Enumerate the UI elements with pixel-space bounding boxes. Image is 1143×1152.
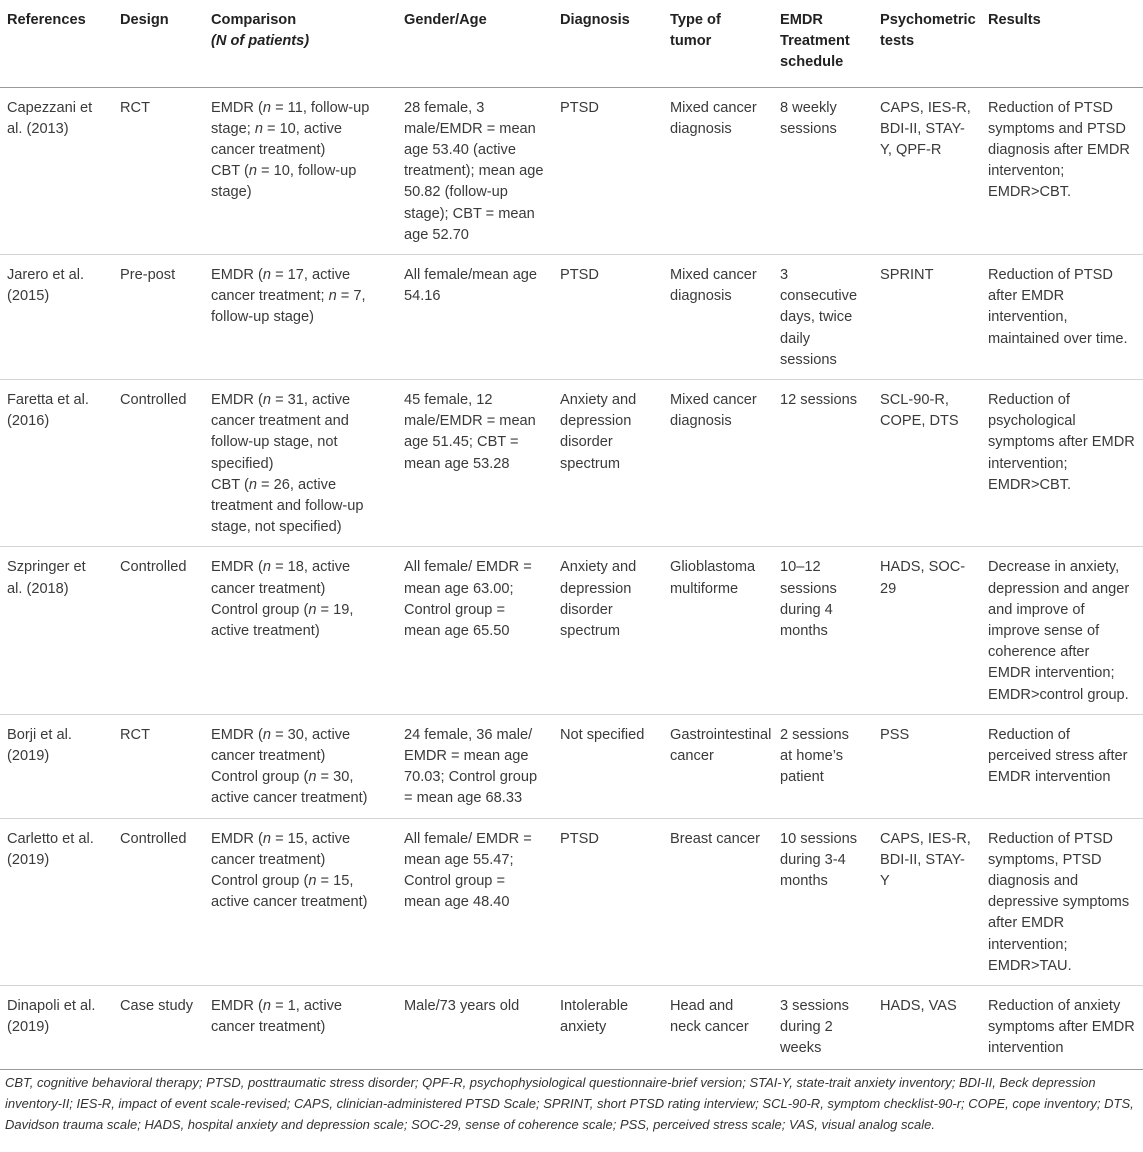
cell-comparison: EMDR (n = 1, active cancer treatment) <box>204 986 397 1070</box>
cell-results: Reduction of PTSD symptoms and PTSD diagnosis after EMDR interventon; EMDR>CBT. <box>988 99 1130 201</box>
cell-diagnosis: PTSD <box>553 254 663 379</box>
header-emdr-schedule: EMDR Treatment schedule <box>773 0 873 87</box>
cell-gender-age: All female/mean age 54.16 <box>397 254 553 379</box>
cell-diagnosis: Anxiety and depression disorder spectrum <box>553 379 663 546</box>
cell-diagnosis: Anxiety and depression disorder spectrum <box>553 547 663 714</box>
cell-tumor: Breast cancer <box>663 818 773 985</box>
cell-design: RCT <box>120 99 150 116</box>
cell-design: Controlled <box>113 379 204 546</box>
table-row <box>0 379 1143 546</box>
header-diagnosis: Diagnosis <box>553 0 663 87</box>
cell-references: Faretta et al. (2016) <box>0 379 113 546</box>
cell-gender-age: 24 female, 36 male/ EMDR = mean age 70.03; Control group = mean age 68.33 <box>397 714 553 818</box>
cell-gender-age: 45 female, 12 male/EMDR = mean age 51.45; CBT = mean age 53.28 <box>397 379 553 546</box>
table-body <box>0 87 1143 1069</box>
cell-tumor: Gastrointestinal cancer <box>663 714 773 818</box>
sample-size-symbol: n <box>248 163 257 180</box>
sample-size-symbol: n <box>262 726 272 743</box>
cell-design: Controlled <box>113 547 204 714</box>
sample-size-symbol: n <box>248 476 257 493</box>
cell-results: Reduction of perceived stress after EMDR intervention <box>981 714 1143 818</box>
cell-psychometric-tests: CAPS, IES-R, BDI-II, STAY-Y <box>873 818 981 985</box>
cell-references: Capezzani et al. (2013) <box>7 99 93 137</box>
cell-comparison: EMDR (n = 30, active cancer treatment) Control group (n = 30, active cancer treatment) <box>204 714 397 818</box>
cell-design: Case study <box>113 986 204 1070</box>
cell-results: Reduction of anxiety symptoms after EMDR intervention <box>981 986 1143 1070</box>
cell-design: Pre-post <box>113 254 204 379</box>
cell-diagnosis: Not specified <box>553 714 663 818</box>
cell-diagnosis: PTSD <box>560 99 599 116</box>
cell-emdr-schedule: 3 sessions during 2 weeks <box>773 986 873 1070</box>
cell-diagnosis: Intolerable anxiety <box>553 986 663 1070</box>
table-footnote: CBT, cognitive behavioral therapy; PTSD, posttraumatic stress disorder; QPF-R, psychophysiological questionnaire-brief version; STAI-Y, state-trait anxiety inventory; BDI-II, Beck depression inventory-II; IES-R, impact of event scale-revised; CAPS, clinician-administered PTSD Scale; SPRINT, short PTSD rating interview; SCL-90-R, symptom checklist-90-r; COPE, cope inventory; DTS, Davidson trauma scale; HADS, hospital anxiety and depression scale; SOC-29, sense of coherence scale; PSS, perceived stress scale; VAS, visual analog scale. <box>5 1075 1134 1132</box>
sample-size-symbol: n <box>262 559 272 576</box>
cell-psychometric-tests: CAPS, IES-R, BDI-II, STAY-Y, QPF-R <box>880 99 971 158</box>
cell-design: Controlled <box>113 818 204 985</box>
sample-size-symbol: n <box>308 601 317 618</box>
cell-emdr-schedule: 3 consecutive days, twice daily sessions <box>773 254 873 379</box>
cell-gender-age: Male/73 years old <box>397 986 553 1070</box>
cell-emdr-schedule: 8 weekly sessions <box>780 99 837 137</box>
cell-tumor: Mixed cancer diagnosis <box>663 379 773 546</box>
cell-emdr-schedule: 12 sessions <box>773 379 873 546</box>
cell-references: Borji et al. (2019) <box>0 714 113 818</box>
cell-comparison: EMDR (n = 31, active cancer treatment and follow-up stage, not specified) CBT (n = 26, active treatment and follow-up stage, not specified) <box>204 379 397 546</box>
cell-emdr-schedule: 10 sessions during 3-4 months <box>773 818 873 985</box>
cell-references: Szpringer et al. (2018) <box>0 547 113 714</box>
header-references: References <box>0 0 113 87</box>
sample-size-symbol: n <box>262 830 272 847</box>
cell-references: Jarero et al. (2015) <box>0 254 113 379</box>
table-row <box>0 986 1143 1070</box>
cell-diagnosis: PTSD <box>553 818 663 985</box>
cell-gender-age: 28 female, 3 male/EMDR = mean age 53.40 (active treatment); mean age 50.82 (follow-up stage); CBT = mean age 52.70 <box>404 99 544 243</box>
table-row <box>0 87 1143 254</box>
cell-comparison: EMDR (n = 18, active cancer treatment) Control group (n = 19, active treatment) <box>204 547 397 714</box>
sample-size-symbol: n <box>262 998 272 1015</box>
cell-psychometric-tests: SCL-90-R, COPE, DTS <box>873 379 981 546</box>
cell-results: Reduction of PTSD symptoms, PTSD diagnosis and depressive symptoms after EMDR intervention; EMDR>TAU. <box>981 818 1143 985</box>
header-tumor: Type of tumor <box>663 0 773 87</box>
sample-size-symbol: n <box>308 873 317 889</box>
table-header <box>0 0 1143 87</box>
sample-size-symbol: n <box>262 391 272 408</box>
sample-size-symbol: n <box>308 769 317 786</box>
cell-results: Reduction of psychological symptoms after EMDR intervention; EMDR>CBT. <box>981 379 1143 546</box>
sample-size-symbol: n <box>262 266 272 283</box>
header-gender-age: Gender/Age <box>397 0 553 87</box>
header-comparison-label: Comparison <box>211 12 297 28</box>
table-row <box>0 547 1143 714</box>
sample-size-symbol: n <box>262 99 272 116</box>
cell-psychometric-tests: SPRINT <box>873 254 981 379</box>
header-comparison <box>204 0 397 87</box>
cell-psychometric-tests: HADS, SOC-29 <box>873 547 981 714</box>
table-row <box>0 818 1143 985</box>
cell-psychometric-tests: HADS, VAS <box>873 986 981 1070</box>
cell-emdr-schedule: 10–12 sessions during 4 months <box>773 547 873 714</box>
header-row <box>0 0 1143 87</box>
cell-comparison: EMDR (n = 15, active cancer treatment) Control group (n = 15, active cancer treatment) <box>204 818 397 985</box>
cell-references: Carletto et al. (2019) <box>0 818 113 985</box>
cell-tumor: Head and neck cancer <box>663 986 773 1070</box>
cell-references: Dinapoli et al. (2019) <box>0 986 113 1070</box>
cell-comparison: EMDR (n = 17, active cancer treatment; n = 7, follow-up stage) <box>204 254 397 379</box>
header-comparison-sublabel: (N of patients) <box>211 33 310 50</box>
table-row <box>0 254 1143 379</box>
cell-design: RCT <box>113 714 204 818</box>
header-results: Results <box>981 0 1143 87</box>
cell-tumor: Mixed cancer diagnosis <box>670 99 757 137</box>
sample-size-symbol: n <box>254 120 263 137</box>
cell-comparison: EMDR (n = 11, follow-up stage; n = 10, active cancer treatment) CBT (n = 10, follow-up stage) <box>211 99 370 201</box>
sample-size-symbol: n <box>328 288 337 305</box>
cell-gender-age: All female/ EMDR = mean age 63.00; Control group = mean age 65.50 <box>397 547 553 714</box>
cell-psychometric-tests: PSS <box>873 714 981 818</box>
cell-results: Reduction of PTSD after EMDR intervention, maintained over time. <box>981 254 1143 379</box>
header-psychometric-tests: Psychometric tests <box>873 0 981 87</box>
cell-tumor: Mixed cancer diagnosis <box>663 254 773 379</box>
header-design: Design <box>113 0 204 87</box>
cell-emdr-schedule: 2 sessions at home’s patient <box>773 714 873 818</box>
cell-results: Decrease in anxiety, depression and anger and improve of improve sense of coherence after EMDR intervention; EMDR>control group. <box>981 547 1143 714</box>
cell-gender-age: All female/ EMDR = mean age 55.47; Control group = mean age 48.40 <box>397 818 553 985</box>
cell-tumor: Glioblastoma multiforme <box>663 547 773 714</box>
table-row <box>0 714 1143 818</box>
